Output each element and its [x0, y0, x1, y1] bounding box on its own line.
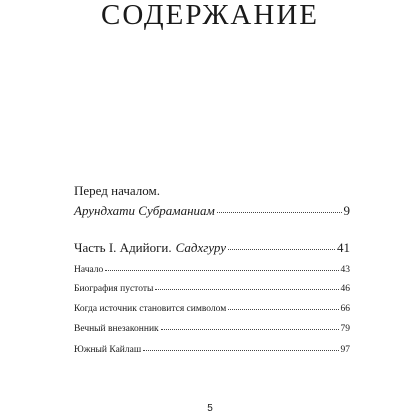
toc-chapter-item[interactable]: [74, 283, 350, 295]
toc-chapter-page: 97: [340, 345, 350, 355]
toc-part-label: Часть I. Адийоги.: [74, 240, 172, 255]
toc-chapter-title: Когда источник становится символом: [74, 304, 227, 314]
dot-leader: [161, 329, 339, 330]
toc-chapter-page: 43: [340, 265, 350, 275]
toc-intro-title: Перед началом.: [74, 183, 160, 198]
toc-chapter-page: 79: [340, 324, 350, 334]
toc-chapter-item[interactable]: [74, 344, 350, 356]
dot-leader: [228, 249, 335, 250]
toc-chapter-page: 66: [340, 304, 350, 314]
dot-leader: [228, 309, 338, 310]
dot-leader: [217, 212, 342, 213]
dot-leader: [105, 270, 338, 271]
toc-chapter-title: Начало: [74, 265, 104, 275]
toc-chapter-item[interactable]: [74, 264, 350, 276]
page-number: 5: [207, 403, 213, 414]
toc-entry-page: 9: [343, 203, 350, 218]
toc-entry-author: Садхгуру: [175, 240, 227, 255]
toc-entry-page: 41: [337, 240, 350, 255]
dot-leader: [143, 350, 338, 351]
toc-chapter-item[interactable]: [74, 323, 350, 335]
toc-entry-author: Арундхати Субраманиам: [74, 203, 215, 218]
toc-entry-part-1[interactable]: [74, 240, 350, 256]
page-title: СОДЕРЖАНИЕ: [101, 0, 319, 31]
toc-chapter-title: Вечный внезаконник: [74, 324, 159, 334]
toc-chapter-title: Южный Кайлаш: [74, 345, 142, 355]
toc-chapter-page: 46: [340, 284, 350, 294]
toc-chapter-item[interactable]: [74, 303, 350, 315]
toc-entry-intro[interactable]: [74, 203, 350, 219]
toc-chapter-title: Биография пустоты: [74, 284, 154, 294]
dot-leader: [155, 289, 338, 290]
